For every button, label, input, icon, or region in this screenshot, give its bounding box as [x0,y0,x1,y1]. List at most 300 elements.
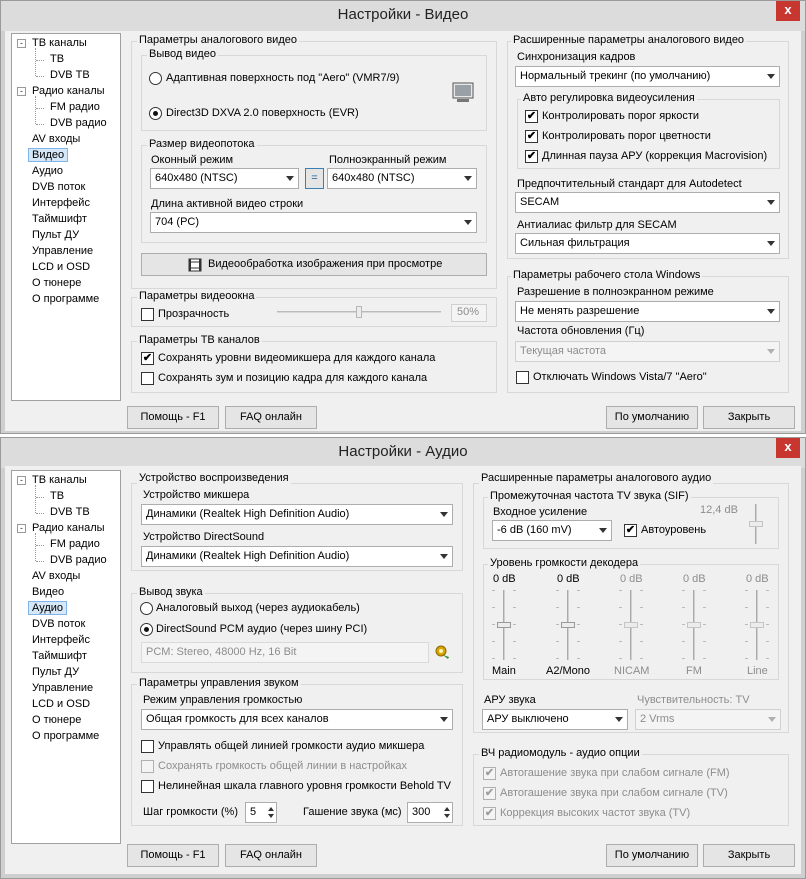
nav-item[interactable] [50,100,100,115]
slider-tick [766,607,769,608]
volume-mode-label: Режим управления громкостью [143,694,303,706]
chevron-down-icon [599,528,607,533]
save-mixer-levels-checkbox[interactable]: ✔ [142,352,153,364]
nav-item[interactable] [50,553,107,568]
chevron-down-icon [768,717,776,722]
resolution-select[interactable] [515,301,780,322]
tree-line [36,561,44,562]
nav-item[interactable] [32,228,79,243]
close-dialog-button[interactable]: Закрыть [703,844,795,867]
autodetect-standard-select[interactable] [515,192,780,213]
help-button[interactable]: Помощь - F1 [127,844,219,867]
nav-item-label: О тюнере [32,277,82,289]
pcm-info-field [141,642,429,663]
video-output-group [141,55,487,131]
slider-tick [556,590,559,591]
settings-nav-tree [11,33,121,401]
advanced-audio-group-title: Расширенные параметры аналогового аудио [481,472,712,484]
volume-mode-value: Общая громкость для всех каналов [146,713,329,725]
mixer-line-checkbox[interactable] [141,740,154,753]
nav-item-label: Интерфейс [32,197,90,209]
nav-item-label: О тюнере [32,714,82,726]
video-agc-group-title: Авто регулировка видеоусиления [523,92,695,104]
nav-item-label: DVB ТВ [50,69,90,81]
channel-name-label: Line [747,665,768,677]
chroma-checkbox[interactable]: ✔ [526,130,537,142]
slider-tick [492,624,495,625]
nav-item-label: DVB ТВ [50,506,90,518]
slider-tick [682,641,685,642]
slider-tick [766,658,769,659]
slider-tick [745,590,748,591]
slider-tick [577,590,580,591]
tree-line [36,124,44,125]
spin-down-icon[interactable] [268,814,274,818]
save-mixer-levels-label[interactable]: Сохранять уровни видеомикшера для каждого канала [158,352,436,364]
audio-settings-window [0,437,806,879]
mute-time-label: Гашение звука (мс) [303,806,402,818]
fullscreen-mode-select[interactable] [327,168,477,189]
directsound-device-select[interactable] [141,546,453,567]
chevron-down-icon [767,74,775,79]
fullscreen-mode-value: 640x480 (NTSC) [332,172,415,184]
evr-radio[interactable] [149,107,162,120]
slider-thumb[interactable] [356,306,362,318]
slider-tick [640,607,643,608]
transparency-slider[interactable] [277,307,441,317]
mute-fm-label[interactable]: Автогашение звука при слабом сигнале (FM) [500,767,730,779]
slider-tick [619,607,622,608]
nav-item[interactable] [32,473,87,488]
slider-tick [745,641,748,642]
chevron-down-icon [767,309,775,314]
nav-item[interactable] [32,260,90,275]
slider-tick [682,590,685,591]
secam-filter-select[interactable] [515,233,780,254]
nav-item[interactable] [32,713,81,728]
nav-item-label: LCD и OSD [32,698,91,710]
channel-name-label: Main [492,665,516,677]
video-settings-window [0,0,806,434]
chevron-down-icon [286,176,294,181]
nav-item[interactable] [50,52,64,67]
slider-tick [556,658,559,659]
input-gain-select[interactable] [492,520,612,541]
line-length-select[interactable] [150,212,477,233]
close-button[interactable]: x [776,1,800,21]
volume-group-title: Параметры управления звуком [139,677,299,689]
audio-agc-select[interactable] [482,709,628,730]
chevron-down-icon [440,717,448,722]
video-output-group-title: Вывод видео [149,48,216,60]
advanced-video-group-title: Расширенные параметры аналогового видео [513,34,745,46]
resolution-value: Не менять разрешение [520,305,640,317]
video-processing-button[interactable] [141,253,487,276]
auto-level-label[interactable]: Автоуровень [641,524,707,536]
input-gain-label: Входное усиление [493,506,588,518]
nav-item[interactable] [50,537,100,552]
secam-filter-label: Антиалиас фильтр для SECAM [517,219,677,231]
channel-volume-slider[interactable] [627,590,635,660]
mute-time-value: 300 [412,806,431,818]
decoder-volume-group-title: Уровень громкости декодера [490,557,639,569]
nav-item[interactable] [32,649,87,664]
nav-item-label: Радио каналы [32,85,105,97]
directsound-device-label: Устройство DirectSound [143,531,265,543]
slider-tick [577,607,580,608]
nav-item[interactable] [50,489,64,504]
slider-tick [619,658,622,659]
nav-item[interactable] [32,617,85,632]
save-zoom-checkbox[interactable] [141,372,154,385]
directsound-output-radio[interactable] [140,623,153,636]
nonlinear-scale-label[interactable]: Нелинейная шкала главного уровня громкости Behold TV [158,780,451,792]
window-title: Настройки - Аудио [338,443,468,460]
nav-item[interactable] [32,633,90,648]
transparency-checkbox[interactable] [141,308,154,321]
nav-item-label: О программе [32,293,100,305]
window-mode-label: Оконный режим [151,154,234,166]
slider-tick [513,607,516,608]
mute-fm-checkbox[interactable]: ✔ [484,767,495,779]
sensitivity-value: 2 Vrms [640,713,675,725]
vmr-radio[interactable] [149,72,162,85]
channel-name-label: FM [686,665,702,677]
slider-thumb[interactable] [750,622,764,628]
slider-tick [766,641,769,642]
video-processing-label: Видеообработка изображения при просмотре [208,258,443,270]
slider-tick [640,641,643,642]
help-button[interactable]: Помощь - F1 [127,406,219,429]
slider-tick [577,624,580,625]
nav-item-label: FM радио [50,101,100,113]
refresh-rate-select[interactable] [515,341,780,362]
channel-db-label: 0 dB [746,573,769,585]
nav-item[interactable] [32,84,105,99]
hf-correction-checkbox[interactable]: ✔ [484,807,495,819]
equal-sizes-button[interactable]: = [305,168,324,189]
mute-time-spinner[interactable] [407,802,453,823]
transparency-label[interactable]: Прозрачность [158,308,230,320]
nav-item-label: Управление [32,682,94,694]
autodetect-standard-value: SECAM [520,196,560,208]
tree-line [36,108,44,109]
collapse-icon[interactable]: - [17,476,26,485]
hf-correction-label[interactable]: Коррекция высоких частот звука (TV) [500,807,691,819]
slider-tick [513,641,516,642]
nav-item-label: Таймшифт [32,650,87,662]
slider-tick [577,641,580,642]
slider-tick [513,658,516,659]
slider-tick [492,641,495,642]
frame-sync-value: Нормальный трекинг (по умолчанию) [520,70,711,82]
channel-db-label: 0 dB [620,573,643,585]
sif-group-title: Промежуточная частота TV звука (SIF) [490,490,689,502]
sound-output-group-title: Вывод звука [139,586,203,598]
nav-item[interactable] [32,132,80,147]
tree-line [35,485,36,513]
slider-tick [766,590,769,591]
nav-item[interactable] [32,244,93,259]
tv-channels-group-title: Параметры ТВ каналов [139,334,260,346]
nav-item-label: Видео [28,148,68,162]
nav-item[interactable] [32,521,105,536]
input-gain-db: 12,4 dB [700,504,738,516]
tree-line [36,513,44,514]
nav-item-label: DVB радио [50,117,107,129]
evr-radio-label[interactable]: Direct3D DXVA 2.0 поверхность (EVR) [166,107,359,119]
slider-tick [682,658,685,659]
save-line-label[interactable]: Сохранять громкость общей линии в настройках [158,760,408,772]
nav-item[interactable] [50,116,107,131]
frame-sync-label: Синхронизация кадров [517,51,636,63]
fullscreen-mode-label: Полноэкранный режим [329,154,447,166]
collapse-icon[interactable]: - [17,524,26,533]
tree-line [35,96,36,124]
nav-item[interactable] [32,276,81,291]
playback-group-title: Устройство воспроизведения [139,472,289,484]
channel-name-label: A2/Mono [546,665,591,677]
secam-filter-value: Сильная фильтрация [520,237,630,249]
input-gain-value: -6 dB (160 mV) [497,524,572,536]
slider-thumb[interactable] [687,622,701,628]
nav-item[interactable] [50,505,90,520]
tree-line [35,533,36,561]
analog-video-group-title: Параметры аналогового видео [139,34,297,46]
slider-tick [492,607,495,608]
volume-step-spinner[interactable] [245,802,277,823]
title-bar [1,1,805,31]
nav-item[interactable] [32,36,87,51]
refresh-rate-label: Частота обновления (Гц) [517,325,645,337]
slider-tick [513,624,516,625]
long-pause-checkbox[interactable]: ✔ [526,150,537,162]
chevron-down-icon [464,176,472,181]
slider-thumb[interactable] [561,622,575,628]
slider-thumb[interactable] [497,622,511,628]
pcm-info-value: PCM: Stereo, 48000 Hz, 16 Bit [146,646,297,658]
slider-tick [682,624,685,625]
close-button[interactable]: x [776,438,800,458]
nav-item-label: DVB радио [50,554,107,566]
desktop-group-title: Параметры рабочего стола Windows [513,269,701,281]
vmr-radio-label[interactable]: Адаптивная поверхность под "Aero" (VMR7/9) [166,72,400,84]
autodetect-standard-label: Предпочтительный стандарт для Autodetect [517,178,742,190]
slider-tick [619,641,622,642]
close-dialog-button[interactable]: Закрыть [703,406,795,429]
channel-volume-slider[interactable] [500,590,508,660]
line-length-label: Длина активной видео строки [151,198,304,210]
input-gain-slider[interactable] [752,504,760,544]
channel-name-label: NICAM [614,665,650,677]
nav-item-label: DVB поток [32,181,86,193]
slider-tick [703,641,706,642]
chevron-down-icon [464,220,472,225]
film-icon [188,258,202,272]
channel-volume-slider[interactable] [690,590,698,660]
slider-tick [745,624,748,625]
slider-tick [556,607,559,608]
slider-tick [745,658,748,659]
nav-item-label: Аудио [32,165,64,177]
nav-item[interactable] [50,68,90,83]
sensitivity-label: Чувствительность: TV [637,694,750,706]
nav-item-label: AV входы [32,133,81,145]
window-mode-value: 640x480 (NTSC) [155,172,238,184]
nav-item-label: Интерфейс [32,634,90,646]
collapse-icon[interactable]: - [17,39,26,48]
slider-tick [703,624,706,625]
nav-item-label: Видео [32,586,65,598]
nav-item-label: Радио каналы [32,522,105,534]
brightness-checkbox[interactable]: ✔ [526,110,537,122]
window-title: Настройки - Видео [337,6,469,23]
brightness-label[interactable]: Контролировать порог яркости [542,110,700,122]
nav-item[interactable] [32,697,90,712]
slider-tick [513,590,516,591]
slider-tick [556,624,559,625]
spin-down-icon[interactable] [444,814,450,818]
channel-db-label: 0 dB [493,573,516,585]
volume-step-value: 5 [250,806,257,818]
slider-tick [577,658,580,659]
chevron-down-icon [615,717,623,722]
rf-module-group-title: ВЧ радиомодуль - аудио опции [481,747,640,759]
nav-item-label: ТВ каналы [32,474,87,486]
slider-tick [640,590,643,591]
stream-size-group-title: Размер видеопотока [149,138,255,150]
volume-step-label: Шаг громкости (%) [143,806,238,818]
nav-item-label: ТВ [50,53,65,65]
disable-aero-label[interactable]: Отключать Windows Vista/7 "Aero" [533,371,707,383]
tv-channels-group [131,341,497,393]
spin-up-icon[interactable] [268,807,274,811]
tree-line [36,76,44,77]
slider-thumb[interactable] [749,521,763,527]
mixer-device-value: Динамики (Realtek High Definition Audio) [146,508,350,520]
frame-sync-select[interactable] [515,66,780,87]
nav-item-label: LCD и OSD [32,261,91,273]
chevron-down-icon [767,349,775,354]
settings-nav-tree [11,470,121,844]
nav-item[interactable] [32,665,79,680]
audio-agc-value: АРУ выключено [487,713,569,725]
slider-tick [640,658,643,659]
spin-up-icon[interactable] [444,807,450,811]
nav-item-label: Пульт ДУ [32,229,80,241]
slider-tick [745,607,748,608]
slider-tick [640,624,643,625]
chevron-down-icon [767,200,775,205]
resolution-label: Разрешение в полноэкранном режиме [517,286,714,298]
tree-line [36,497,44,498]
nav-item-label: Таймшифт [32,213,87,225]
mixer-device-label: Устройство микшера [143,489,250,501]
nav-item[interactable] [32,196,90,211]
nav-item[interactable] [32,729,99,744]
mixer-line-label[interactable]: Управлять общей линией громкости аудио микшера [158,740,425,752]
settings-icon[interactable] [433,643,451,661]
nav-item[interactable] [32,212,87,227]
faq-button[interactable]: FAQ онлайн [225,844,317,867]
nav-item[interactable] [32,585,64,600]
nav-item[interactable] [32,148,68,163]
save-line-checkbox[interactable] [141,760,154,773]
nav-item[interactable] [32,292,99,307]
slider-tick [703,658,706,659]
sensitivity-select[interactable] [635,709,781,730]
mute-tv-checkbox[interactable]: ✔ [484,787,495,799]
nav-item-label: ТВ каналы [32,37,87,49]
nav-item-label: DVB поток [32,618,86,630]
nav-item-label: Пульт ДУ [32,666,80,678]
nav-item[interactable] [32,164,63,179]
slider-thumb[interactable] [624,622,638,628]
slider-tick [703,607,706,608]
defaults-button[interactable]: По умолчанию [606,844,698,867]
slider-tick [682,607,685,608]
mixer-device-select[interactable] [141,504,453,525]
video-window-group-title: Параметры видеоокна [139,290,255,302]
directsound-device-value: Динамики (Realtek High Definition Audio) [146,550,350,562]
nav-item-label: AV входы [32,570,81,582]
directsound-output-label[interactable]: DirectSound PCM аудио (через шину PCI) [156,623,368,635]
faq-button[interactable]: FAQ онлайн [225,406,317,429]
nav-item-label: FM радио [50,538,100,550]
nav-item[interactable] [32,601,67,616]
channel-volume-slider[interactable] [564,590,572,660]
analog-output-radio[interactable] [140,602,153,615]
line-length-value: 704 (PC) [155,216,200,228]
nav-item-label: Управление [32,245,94,257]
analog-output-label[interactable]: Аналоговый выход (через аудиокабель) [156,602,360,614]
transparency-percent: 50% [451,304,487,322]
chevron-down-icon [440,512,448,517]
channel-volume-slider[interactable] [753,590,761,660]
defaults-button[interactable]: По умолчанию [606,406,698,429]
chevron-down-icon [767,241,775,246]
slider-tick [619,624,622,625]
title-bar [1,438,805,468]
slider-tick [492,590,495,591]
window-mode-select[interactable] [150,168,299,189]
tree-line [36,545,44,546]
nonlinear-scale-checkbox[interactable] [141,780,154,793]
chevron-down-icon [440,554,448,559]
save-zoom-label[interactable]: Сохранять зум и позицию кадра для каждого канала [158,372,428,384]
volume-mode-select[interactable] [141,709,453,730]
nav-item-label: Аудио [28,601,67,615]
collapse-icon[interactable]: - [17,87,26,96]
nav-item[interactable] [32,180,85,195]
nav-item[interactable] [32,569,80,584]
auto-level-checkbox[interactable]: ✔ [625,524,636,536]
chroma-label[interactable]: Контролировать порог цветности [542,130,711,142]
audio-agc-label: АРУ звука [484,694,536,706]
monitor-icon [451,81,475,105]
slider-tick [766,624,769,625]
slider-tick [619,590,622,591]
tree-line [36,60,44,61]
channel-db-label: 0 dB [683,573,706,585]
mute-tv-label[interactable]: Автогашение звука при слабом сигнале (TV) [500,787,728,799]
nav-item[interactable] [32,681,93,696]
disable-aero-checkbox[interactable] [516,371,529,384]
slider-tick [703,590,706,591]
slider-tick [556,641,559,642]
slider-tick [492,658,495,659]
long-pause-label[interactable]: Длинная пауза АРУ (коррекция Macrovision) [542,150,768,162]
